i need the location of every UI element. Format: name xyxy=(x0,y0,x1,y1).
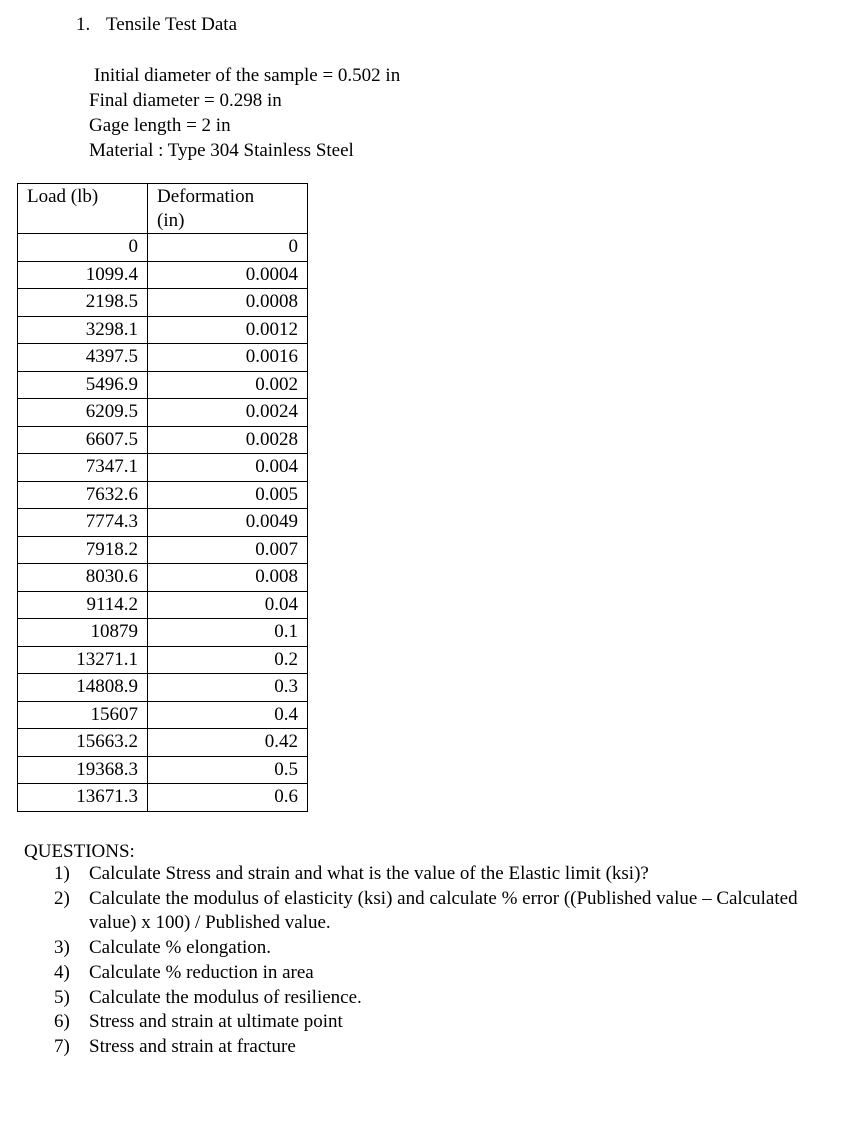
question-number: 3) xyxy=(54,937,70,959)
question-number: 7) xyxy=(54,1035,70,1057)
question-item xyxy=(54,1035,844,1060)
deformation-cell: 0.0016 xyxy=(148,344,308,372)
question-item xyxy=(54,862,844,887)
question-text: Calculate % elongation. xyxy=(89,937,272,959)
load-cell: 6607.5 xyxy=(18,426,148,454)
question-number: 6) xyxy=(54,1011,70,1033)
table-row xyxy=(18,371,308,399)
question-number: 4) xyxy=(54,961,70,983)
table-row xyxy=(18,564,308,592)
table-row xyxy=(18,509,308,537)
questions-title: QUESTIONS: xyxy=(24,841,135,862)
tensile-data-table xyxy=(17,183,308,812)
load-cell: 0 xyxy=(18,234,148,262)
question-number: 2) xyxy=(54,887,70,909)
load-cell: 3298.1 xyxy=(18,316,148,344)
load-cell: 5496.9 xyxy=(18,371,148,399)
questions-list xyxy=(54,862,844,1060)
deformation-cell: 0.0008 xyxy=(148,289,308,317)
deformation-cell: 0.004 xyxy=(148,454,308,482)
deformation-cell: 0.0049 xyxy=(148,509,308,537)
table-row xyxy=(18,756,308,784)
deformation-cell: 0.1 xyxy=(148,619,308,647)
question-number: 1) xyxy=(54,863,70,884)
question-text: Calculate the modulus of elasticity (ksi) and calculate % error ((Published value – Calculated value) x 100) / Published value. xyxy=(89,887,798,934)
table-row xyxy=(18,289,308,317)
table-row xyxy=(18,729,308,757)
section-number: 1. xyxy=(76,14,91,35)
load-cell: 1099.4 xyxy=(18,261,148,289)
load-cell: 15607 xyxy=(18,701,148,729)
table-row xyxy=(18,701,308,729)
load-cell: 10879 xyxy=(18,619,148,647)
deformation-cell: 0.0028 xyxy=(148,426,308,454)
question-text: Stress and strain at fracture xyxy=(89,1035,296,1057)
question-item xyxy=(54,986,844,1011)
table-row xyxy=(18,234,308,262)
question-number: 5) xyxy=(54,986,70,1008)
question-text: Calculate % reduction in area xyxy=(89,961,314,983)
deformation-header-line1: Deformation xyxy=(157,186,255,207)
deformation-cell: 0.008 xyxy=(148,564,308,592)
section-title: Tensile Test Data xyxy=(106,14,238,35)
section-heading xyxy=(76,14,237,36)
load-cell: 13271.1 xyxy=(18,646,148,674)
table-body xyxy=(18,234,308,812)
deformation-cell: 0 xyxy=(148,234,308,262)
final-diameter-text: Final diameter = 0.298 in xyxy=(89,90,282,111)
deformation-cell: 0.5 xyxy=(148,756,308,784)
deformation-cell: 0.3 xyxy=(148,674,308,702)
table-row xyxy=(18,619,308,647)
question-item xyxy=(54,887,844,936)
deformation-cell: 0.0012 xyxy=(148,316,308,344)
load-cell: 8030.6 xyxy=(18,564,148,592)
load-cell: 15663.2 xyxy=(18,729,148,757)
table-row xyxy=(18,454,308,482)
deformation-cell: 0.6 xyxy=(148,784,308,812)
sample-info xyxy=(89,63,400,163)
load-cell: 7632.6 xyxy=(18,481,148,509)
deformation-cell: 0.04 xyxy=(148,591,308,619)
deformation-cell: 0.2 xyxy=(148,646,308,674)
load-cell: 4397.5 xyxy=(18,344,148,372)
table-row xyxy=(18,344,308,372)
table-row xyxy=(18,316,308,344)
table-row xyxy=(18,591,308,619)
deformation-column-header xyxy=(148,184,308,234)
question-item xyxy=(54,1010,844,1035)
deformation-cell: 0.007 xyxy=(148,536,308,564)
load-cell: 2198.5 xyxy=(18,289,148,317)
load-cell: 9114.2 xyxy=(18,591,148,619)
load-cell: 7918.2 xyxy=(18,536,148,564)
table-row xyxy=(18,646,308,674)
deformation-cell: 0.0024 xyxy=(148,399,308,427)
table-row xyxy=(18,399,308,427)
load-cell: 13671.3 xyxy=(18,784,148,812)
question-text: Calculate the modulus of resilience. xyxy=(89,986,362,1008)
table-header-row xyxy=(18,184,308,234)
table-row xyxy=(18,784,308,812)
deformation-cell: 0.002 xyxy=(148,371,308,399)
deformation-cell: 0.4 xyxy=(148,701,308,729)
deformation-cell: 0.42 xyxy=(148,729,308,757)
question-text: Stress and strain at ultimate point xyxy=(89,1011,343,1033)
load-cell: 14808.9 xyxy=(18,674,148,702)
load-cell: 7774.3 xyxy=(18,509,148,537)
table-row xyxy=(18,674,308,702)
question-item xyxy=(54,936,844,961)
deformation-header-line2: (in) xyxy=(157,210,185,231)
load-cell: 19368.3 xyxy=(18,756,148,784)
load-column-header: Load (lb) xyxy=(18,184,148,234)
material-text: Material : Type 304 Stainless Steel xyxy=(89,140,354,161)
deformation-cell: 0.0004 xyxy=(148,261,308,289)
load-cell: 6209.5 xyxy=(18,399,148,427)
gage-length-text: Gage length = 2 in xyxy=(89,115,231,136)
table-row xyxy=(18,481,308,509)
table-row xyxy=(18,261,308,289)
table-row xyxy=(18,536,308,564)
load-cell: 7347.1 xyxy=(18,454,148,482)
question-text: Calculate Stress and strain and what is the value of the Elastic limit (ksi)? xyxy=(89,863,649,884)
table-row xyxy=(18,426,308,454)
initial-diameter-text: Initial diameter of the sample = 0.502 in xyxy=(94,65,401,86)
deformation-cell: 0.005 xyxy=(148,481,308,509)
question-item xyxy=(54,961,844,986)
